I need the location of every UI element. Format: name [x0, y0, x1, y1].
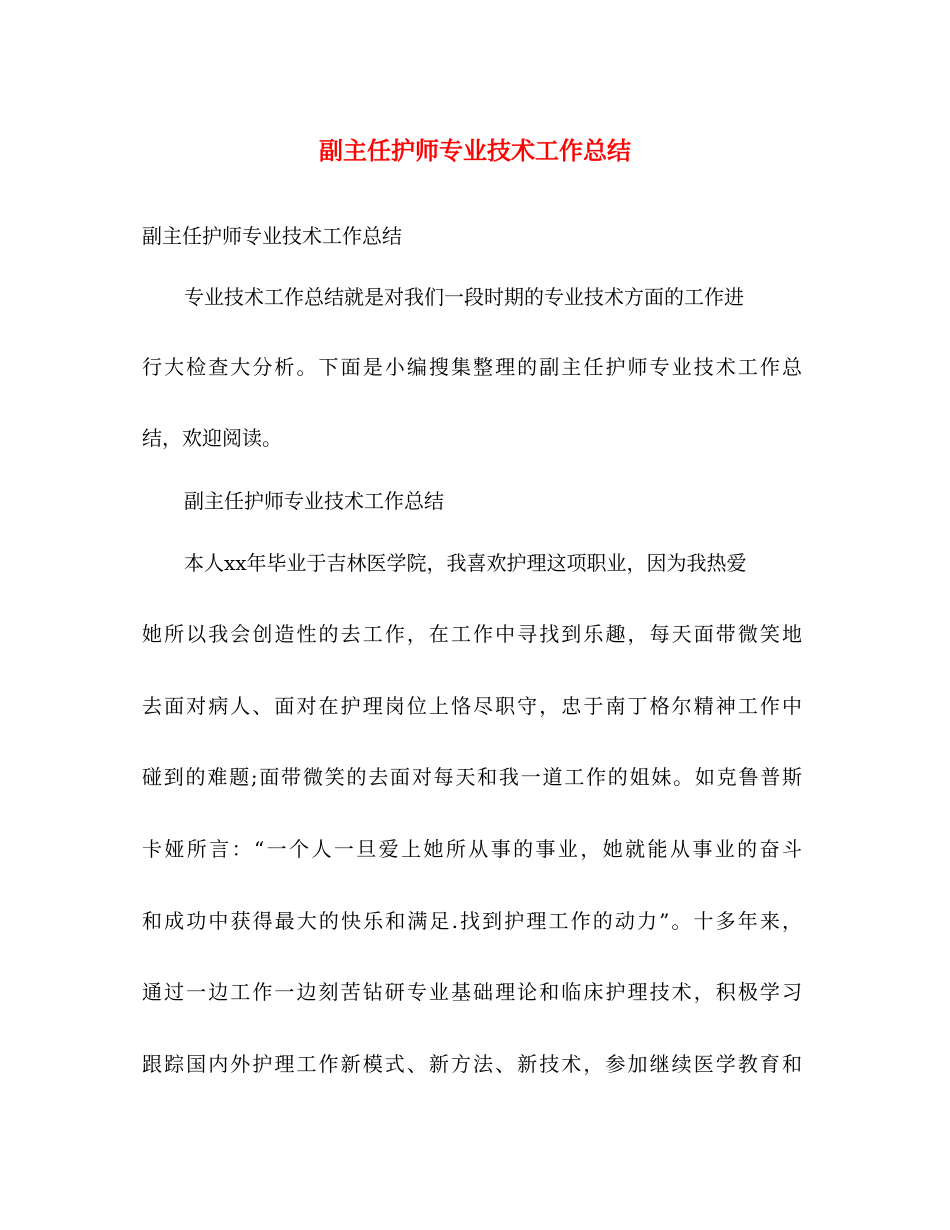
body-line: 碰到的难题;面带微笑的去面对每天和我一道工作的姐妹。如克鲁普斯 — [142, 765, 802, 789]
section-heading: 副主任护师专业技术工作总结 — [184, 489, 444, 513]
document-subtitle: 副主任护师专业技术工作总结 — [142, 224, 402, 248]
intro-line: 结，欢迎阅读。 — [142, 426, 282, 450]
intro-line: 专业技术工作总结就是对我们一段时期的专业技术方面的工作进 — [184, 285, 744, 309]
body-line: 去面对病人、面对在护理岗位上恪尽职守，忠于南丁格尔精神工作中 — [142, 694, 802, 718]
body-line: 通过一边工作一边刻苦钻研专业基础理论和临床护理技术，积极学习 — [142, 980, 802, 1004]
body-line: 卡娅所言：“一个人一旦爱上她所从事的事业，她就能从事业的奋斗 — [142, 837, 802, 861]
body-line: 她所以我会创造性的去工作，在工作中寻找到乐趣，每天面带微笑地 — [142, 622, 802, 646]
document-title: 副主任护师专业技术工作总结 — [319, 136, 631, 165]
body-line: 本人xx年毕业于吉林医学院，我喜欢护理这项职业，因为我热爱 — [184, 551, 747, 575]
body-line: 跟踪国内外护理工作新模式、新方法、新技术，参加继续医学教育和 — [142, 1052, 802, 1076]
body-line: 和成功中获得最大的快乐和满足.找到护理工作的动力”。十多年来， — [142, 909, 802, 933]
intro-line: 行大检查大分析。下面是小编搜集整理的副主任护师专业技术工作总 — [142, 355, 802, 379]
